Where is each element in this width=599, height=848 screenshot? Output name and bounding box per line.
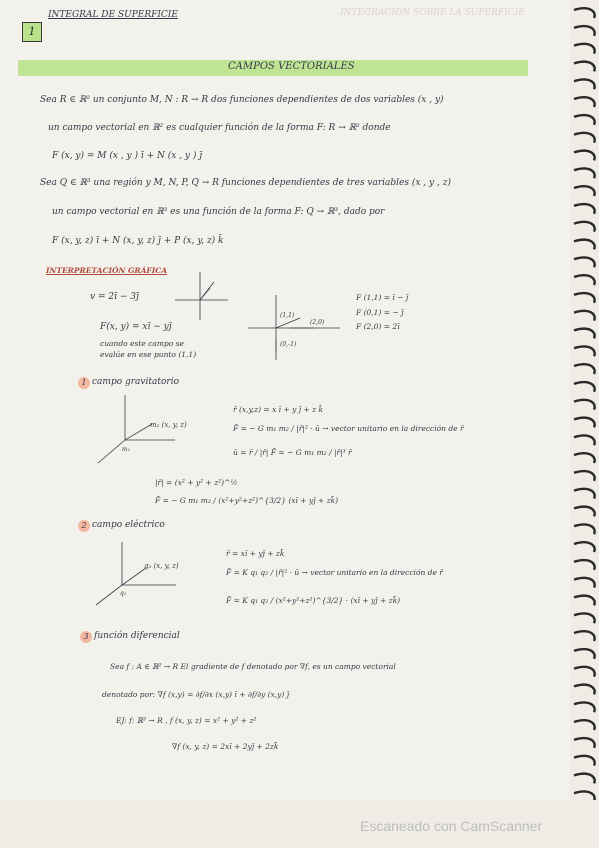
item-1-badge: 1 — [78, 377, 90, 389]
note-line-2: evalúe en ese punto (1,1) — [100, 350, 197, 359]
spiral-ring — [574, 222, 595, 232]
note-line-1: cuando este campo se — [100, 339, 184, 348]
point-label-2-0: (2,0) — [310, 319, 325, 326]
spiral-ring — [574, 151, 595, 161]
bleed-through-text: INTEGRACIÓN SOBRE LA SUPERFICIE — [340, 8, 525, 18]
label-m2: m₂ (x, y, z) — [150, 421, 187, 429]
spiral-ring — [574, 275, 595, 285]
spiral-ring — [574, 240, 595, 250]
intro-line-2: un campo vectorial en ℝ² es cualquier función de la forma F: R → ℝ² donde — [48, 123, 391, 133]
field-value-3: F (2,0) = 2ī — [356, 322, 400, 331]
field-value-2: F (0,1) = − j̄ — [356, 308, 404, 317]
item-1-eq4: |r̄| = (x² + y² + z²)^½ — [155, 478, 238, 487]
spiral-ring — [574, 364, 595, 374]
spiral-ring — [574, 168, 595, 178]
spiral-binding — [572, 0, 599, 800]
interpretacion-title: INTERPRETACIÓN GRÁFICA — [46, 266, 168, 275]
spiral-ring — [574, 418, 595, 428]
item-3-line2: denotado por: ∇f (x,y) = ∂f/∂x (x,y) ī + ∂f/∂y (x,y) j̄ — [102, 690, 290, 699]
spiral-ring — [574, 400, 595, 410]
spiral-ring — [574, 471, 595, 481]
spiral-ring — [574, 542, 595, 552]
point-label-1-1: (1,1) — [280, 312, 295, 319]
spiral-ring — [574, 774, 595, 784]
item-2-title: campo eléctrico — [92, 520, 165, 530]
field-plot-sketch — [248, 295, 340, 360]
item-3-title: función diferencial — [94, 631, 180, 641]
axes-3d-gravitational — [98, 395, 175, 463]
spiral-ring — [574, 524, 595, 534]
item-2-eq3: F̄ = K q₁ q₂ / (x²+y²+z²)^{3/2} · (xī + yj̄ + zk̄) — [226, 596, 401, 605]
spiral-ring — [574, 560, 595, 570]
item-1-eq2: F̄ = − G m₁ m₂ / |r̄|² · ū → vector unitario en la dirección de r̄ — [233, 424, 464, 433]
item-1-eq1: r̄ (x,y,z) = x ī + y j̄ + z k̄ — [233, 405, 324, 414]
spiral-ring — [574, 685, 595, 695]
axes-3d-electric — [96, 542, 176, 605]
spiral-ring — [574, 257, 595, 267]
spiral-ring — [574, 26, 595, 36]
intro-line-4: Sea Q ∈ ℝ³ una región y M, N, P, Q → R funciones dependientes de tres variables (x , y , z) — [40, 178, 451, 188]
spiral-ring — [574, 756, 595, 766]
spiral-ring — [574, 453, 595, 463]
vector-v-sketch — [175, 272, 228, 320]
spiral-ring — [574, 596, 595, 606]
spiral-ring — [574, 346, 595, 356]
item-3-line3: EJ: f: ℝ³ → R , f (x, y, z) = x² + y² + z² — [116, 716, 257, 725]
label-q1: q₁ — [120, 590, 127, 597]
spiral-ring — [574, 8, 595, 18]
spiral-ring — [574, 613, 595, 623]
spiral-ring — [574, 44, 595, 54]
spiral-ring — [574, 329, 595, 339]
spiral-ring — [574, 133, 595, 143]
point-label-0-neg1: (0,-1) — [280, 341, 297, 348]
item-1-eq3: ū = r̄ / |r̄| F̄ = − G m₁ m₂ / |r̄|³ r̄ — [233, 448, 352, 457]
spiral-ring — [574, 702, 595, 712]
spiral-ring — [574, 649, 595, 659]
spiral-ring — [574, 204, 595, 214]
item-2-eq1: r̄ = xī + yj̄ + zk̄ — [226, 549, 285, 558]
field-value-1: F (1,1) = ī − j̄ — [356, 293, 409, 302]
intro-line-5: un campo vectorial en ℝ³ es una función de la forma F: Q → ℝ³, dado por — [52, 207, 385, 217]
spiral-ring — [574, 79, 595, 89]
spiral-ring — [574, 97, 595, 107]
spiral-ring — [574, 667, 595, 677]
spiral-ring — [574, 293, 595, 303]
spiral-ring — [574, 186, 595, 196]
header-title: INTEGRAL DE SUPERFICIE — [48, 10, 178, 20]
page-number: 1 — [28, 25, 36, 38]
item-3-badge: 3 — [80, 631, 92, 643]
intro-line-3: F (x, y) = M (x , y ) ī + N (x , y ) j̄ — [52, 151, 202, 161]
intro-line-6: F (x, y, z) ī + N (x, y, z) j̄ + P (x, y, z) k̄ — [52, 236, 224, 246]
intro-line-1: Sea R ∈ ℝ² un conjunto M, N : R → R dos funciones dependientes de dos variables (x , y) — [40, 95, 444, 105]
section-title: CAMPOS VECTORIALES — [228, 61, 355, 72]
item-3-line1: Sea f : A ∈ ℝ² → R El gradiente de f denotado por ∇f, es un campo vectorial — [110, 662, 396, 671]
spiral-ring — [574, 311, 595, 321]
item-1-title: campo gravitatorio — [92, 377, 179, 387]
spiral-ring — [574, 62, 595, 72]
spiral-ring — [574, 489, 595, 499]
spiral-ring — [574, 631, 595, 641]
spiral-ring — [574, 435, 595, 445]
spiral-ring — [574, 578, 595, 588]
spiral-ring — [574, 507, 595, 517]
item-1-eq5: F̄ = − G m₁ m₂ / (x²+y²+z²)^{3/2} (xī + yj̄ + zk̄) — [155, 496, 338, 505]
item-2-badge: 2 — [78, 520, 90, 532]
spiral-ring — [574, 382, 595, 392]
spiral-ring — [574, 720, 595, 730]
label-m1: m₁ — [122, 446, 131, 453]
spiral-ring — [574, 791, 595, 800]
field-f-label: F(x, y) = xī − yj̄ — [100, 322, 172, 332]
vector-v-label: v = 2ī − 3j̄ — [90, 292, 139, 302]
spiral-ring — [574, 738, 595, 748]
label-q2: q₂ (x, y, z) — [144, 562, 179, 570]
spiral-ring — [574, 115, 595, 125]
item-2-eq2: F̄ = K q₁ q₂ / |r̄|² · ū → vector unitario en la dirección de r̄ — [226, 568, 443, 577]
scanner-watermark: Escaneado con CamScanner — [360, 818, 543, 834]
item-3-line4: ∇f (x, y, z) = 2xī + 2yj̄ + 2zk̄ — [172, 742, 279, 751]
